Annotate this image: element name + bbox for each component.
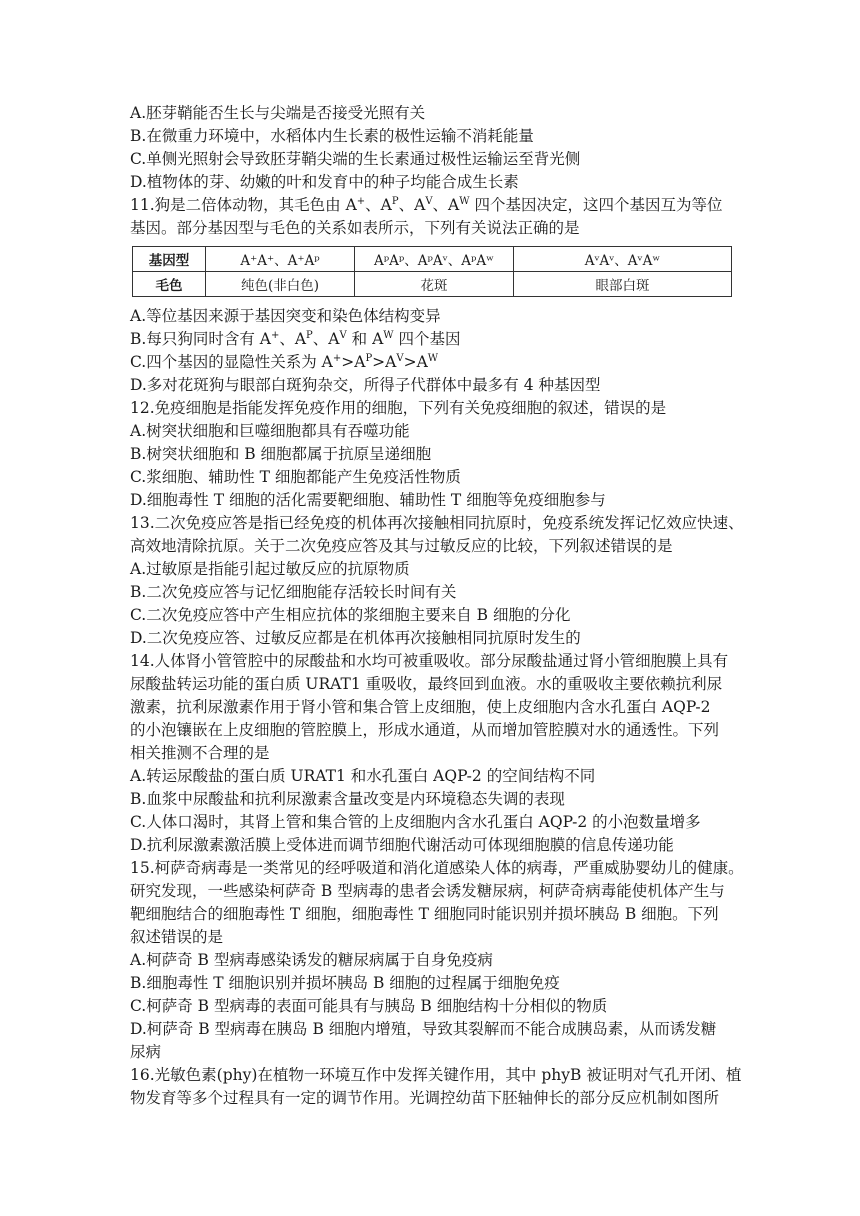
- q16-stem-line-2: 物发育等多个过程具有一定的调节作用。光调控幼苗下胚轴伸长的部分反应机制如图所: [130, 1089, 720, 1107]
- q13-option-d: D.二次免疫应答、过敏反应都是在机体再次接触相同抗原时发生的: [130, 629, 581, 647]
- q15-stem-line-3: 靶细胞结合的细胞毒性 T 细胞，细胞毒性 T 细胞同时能识别并损坏胰岛 B 细胞。下列: [130, 905, 719, 923]
- q12-stem: 12.免疫细胞是指能发挥免疫作用的细胞，下列有关免疫细胞的叙述，错误的是: [130, 399, 667, 417]
- q15-option-b: B.细胞毒性 T 细胞识别并损坏胰岛 B 细胞的过程属于细胞免疫: [130, 974, 560, 992]
- q11-option-d: D.多对花斑狗与眼部白斑狗杂交，所得子代群体中最多有 4 种基因型: [130, 376, 601, 394]
- q12-option-c: C.浆细胞、辅助性 T 细胞都能产生免疫活性物质: [130, 468, 461, 486]
- q12-option-b: B.树突状细胞和 B 细胞都属于抗原呈递细胞: [130, 445, 432, 463]
- table-cell: 花斑: [355, 272, 514, 297]
- q11-option-b: B.每只狗同时含有 A+、$A^P$、$A^V$ 和 $A^W$ 四个基因: [130, 330, 461, 348]
- q14-option-a: A.转运尿酸盐的蛋白质 URAT1 和水孔蛋白 AQP-2 的空间结构不同: [130, 767, 596, 785]
- q15-stem-line-2: 研究发现，一些感染柯萨奇 B 型病毒的患者会诱发糖尿病，柯萨奇病毒能使机体产生与: [130, 882, 725, 900]
- q11-option-c: C.四个基因的显隐性关系为 $A^+>A^P>A^V>A^W$: [130, 353, 439, 371]
- q14-stem-line-2: 尿酸盐转运功能的蛋白质 URAT1 重吸收，最终回到血液。水的重吸收主要依赖抗利尿: [130, 675, 723, 693]
- table-header-coat-color: 毛色: [133, 272, 206, 297]
- q13-option-a: A.过敏原是指能引起过敏反应的抗原物质: [130, 560, 410, 578]
- table-row: [133, 272, 732, 297]
- q11-stem-line-2: 基因。部分基因型与毛色的关系如表所示，下列有关说法正确的是: [130, 219, 580, 237]
- q10-option-a: A.胚芽鞘能否生长与尖端是否接受光照有关: [130, 104, 426, 122]
- q15-option-a: A.柯萨奇 B 型病毒感染诱发的糖尿病属于自身免疫病: [130, 951, 493, 969]
- q15-stem-line-4: 叙述错误的是: [130, 928, 224, 946]
- table-cell: AᵛAᵛ、AᵛAʷ: [514, 247, 732, 272]
- q15-option-d-line-1: D.柯萨奇 B 型病毒在胰岛 B 细胞内增殖，导致其裂解而不能合成胰岛素，从而诱发糖: [130, 1020, 717, 1038]
- q13-option-c: C.二次免疫应答中产生相应抗体的浆细胞主要来自 B 细胞的分化: [130, 606, 571, 624]
- table-header-genotype: 基因型: [133, 247, 206, 272]
- q15-option-c: C.柯萨奇 B 型病毒的表面可能具有与胰岛 B 细胞结构十分相似的物质: [130, 997, 608, 1015]
- q11-stem-line-1: 11.狗是二倍体动物，其毛色由 A+、$A^P$、$A^V$、$A^W$ 四个基因决定，这四个基因互为等位: [130, 196, 723, 214]
- q16-stem-line-1: 16.光敏色素(phy)在植物一环境互作中发挥关键作用，其中 phyB 被证明对气孔开闭、植: [130, 1066, 742, 1084]
- q14-stem-line-3: 激素，抗利尿激素作用于肾小管和集合管上皮细胞，使上皮细胞内含水孔蛋白 AQP-2: [130, 698, 711, 716]
- q14-stem-line-1: 14.人体肾小管管腔中的尿酸盐和水均可被重吸收。部分尿酸盐通过肾小管细胞膜上具有: [130, 652, 729, 670]
- q13-stem-line-2: 高效地清除抗原。关于二次免疫应答及其与过敏反应的比较，下列叙述错误的是: [130, 537, 673, 555]
- q12-option-a: A.树突状细胞和巨噬细胞都具有吞噬功能: [130, 422, 410, 440]
- q14-option-b: B.血浆中尿酸盐和抗利尿激素含量改变是内环境稳态失调的表现: [130, 790, 565, 808]
- q10-option-b: B.在微重力环境中，水稻体内生长素的极性运输不消耗能量: [130, 127, 534, 145]
- q10-option-d: D.植物体的芽、幼嫩的叶和发育中的种子均能合成生长素: [130, 173, 519, 191]
- genotype-table: [132, 246, 732, 297]
- table-row: [133, 247, 732, 272]
- q15-stem-line-1: 15.柯萨奇病毒是一类常见的经呼吸道和消化道感染人体的病毒，严重威胁婴幼儿的健康。: [130, 859, 744, 877]
- table-cell: A⁺A⁺、A⁺Aᵖ: [206, 247, 355, 272]
- table-cell: 眼部白斑: [514, 272, 732, 297]
- q13-option-b: B.二次免疫应答与记忆细胞能存活较长时间有关: [130, 583, 457, 601]
- q15-option-d-line-2: 尿病: [130, 1043, 162, 1061]
- q13-stem-line-1: 13.二次免疫应答是指已经免疫的机体再次接触相同抗原时，免疫系统发挥记忆效应快速、: [130, 514, 744, 532]
- table-cell: 纯色(非白色): [206, 272, 355, 297]
- q11-option-a: A.等位基因来源于基因突变和染色体结构变异: [130, 307, 441, 325]
- q10-option-c: C.单侧光照射会导致胚芽鞘尖端的生长素通过极性运输运至背光侧: [130, 150, 581, 168]
- table-cell: AᵖAᵖ、AᵖAᵛ、AᵖAʷ: [355, 247, 514, 272]
- q14-option-d: D.抗利尿激素激活膜上受体进而调节细胞代谢活动可体现细胞膜的信息传递功能: [130, 836, 674, 854]
- q12-option-d: D.细胞毒性 T 细胞的活化需要靶细胞、辅助性 T 细胞等免疫细胞参与: [130, 491, 606, 509]
- q14-stem-line-5: 相关推测不合理的是: [130, 744, 270, 762]
- q14-option-c: C.人体口渴时，其肾上管和集合管的上皮细胞内含水孔蛋白 AQP-2 的小泡数量增多: [130, 813, 701, 831]
- q14-stem-line-4: 的小泡镶嵌在上皮细胞的管腔膜上，形成水通道，从而增加管腔膜对水的通透性。下列: [130, 721, 720, 739]
